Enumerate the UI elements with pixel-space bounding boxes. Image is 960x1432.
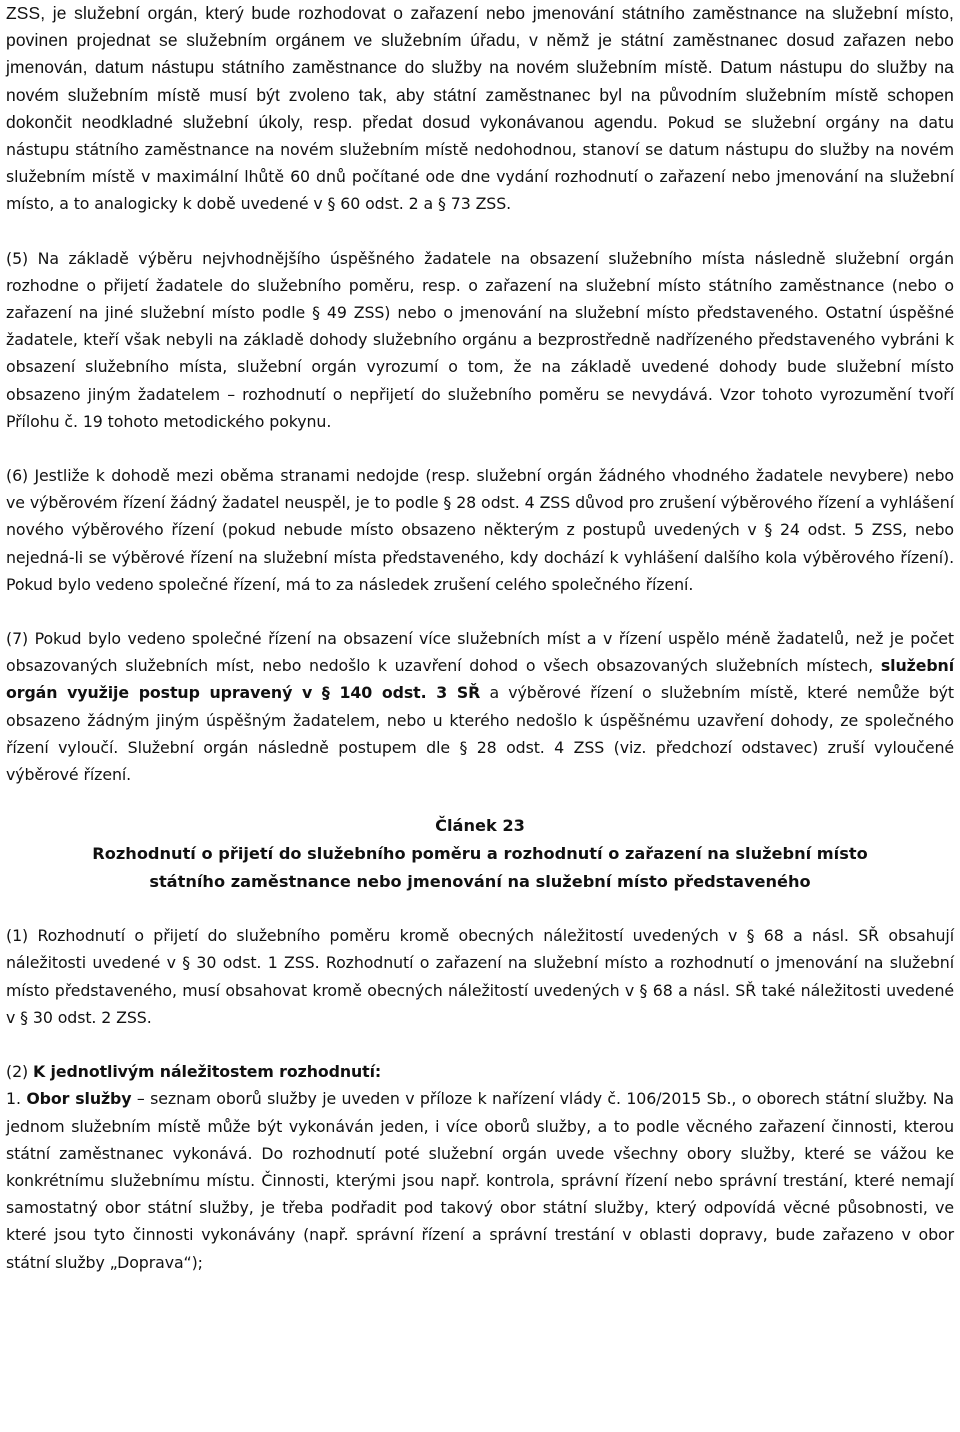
article-paragraph-2-bold: K jednotlivým náležitostem rozhodnutí: (33, 1062, 382, 1082)
list-item-1-number: 1. (6, 1089, 21, 1109)
paragraph-7-text-a: (7) Pokud bylo vedeno společné řízení na obsazení více služebních míst a v řízení uspělo méně žadatelů, než je počet obsazovaných služebních míst, nebo nedošlo k uzavření dohod o všech obsazovaných služebních místech, (6, 629, 954, 676)
list-item-1-text: – seznam oborů služby je uveden v příloze k nařízení vlády č. 106/2015 Sb., o oborech státní služby. Na jednom služebním místě může být vykonáván jeden, i více oborů služby, a to podle věcného zařazení činnosti, kterou státní zaměstnanec vykonává. Do rozhodnutí poté služební orgán uvede všechny obory služby, které se vážou ke konkrétnímu služebnímu místu. Činnosti, kterými jsou např. kontrola, správní řízení nebo správní trestání, které nemají samostatný obor státní služby, je třeba podřadit pod takový obor státní služby, který odpovídá věcné působnosti, ve které jsou tyto činnosti vykonávány (např. správní řízení a správní trestání v oblasti dopravy, bude zařazeno v obor státní služby „Doprava“); (6, 1089, 955, 1272)
intro-text-a: ZSS, je služební orgán, který bude rozhodovat o zařazení nebo jmenování státního zaměstnance na služební místo, povinen projednat se služebním orgánem ve služebním úřadu, v němž je státní zaměstnanec dosud zařazen nebo jmenován, datum nástupu státního zaměstnance do služby na novém služebním místě. Datum nástupu do služby na novém služebním místě musí být zvoleno tak, aby státní zaměstnanec byl na původním služebním místě schopen dokončit neodkladné služební úkoly, resp. předat dosud vykonávanou agendu. (6, 3, 954, 132)
article-title-line-2: státního zaměstnance nebo jmenování na služební místo představeného (149, 872, 811, 892)
article-paragraph-2 (6, 1058, 954, 1085)
article-number: Článek 23 (435, 816, 525, 836)
intro-paragraph (6, 0, 954, 218)
list-item-1-bold: Obor služby (26, 1089, 132, 1109)
spacer (6, 1031, 954, 1058)
article-paragraph-1: (1) Rozhodnutí o přijetí do služebního poměru kromě obecných náležitostí uvedených v § 68 a násl. SŘ obsahují náležitosti uvedené v § 30 odst. 1 ZSS. Rozhodnutí o zařazení na služební místo a rozhodnutí o jmenování na služební místo představeného, musí obsahovat kromě obecných náležitostí uvedených v § 68 a násl. SŘ také náležitosti uvedené v § 30 odst. 2 ZSS. (6, 926, 954, 1027)
spacer (6, 598, 954, 625)
spacer (6, 218, 954, 245)
article-title-line-1: Rozhodnutí o přijetí do služebního poměru a rozhodnutí o zařazení na služební místo (92, 844, 868, 864)
paragraph-7-bold: služební orgán využije postup upravený v § 140 odst. 3 SŘ (6, 656, 955, 703)
spacer (6, 788, 954, 812)
paragraph-7-text-b: a výběrové řízení o služebním místě, které nemůže být obsazeno žádným jiným úspěšným žadatelem, nebo u kterého nedošlo k úspěšnému uzavření dohody, ze společného řízení vyloučí. Služební orgán následně postupem dle § 28 odst. 4 ZSS (viz. předchozí odstavec) zruší vyloučené výběrové řízení. (6, 683, 954, 785)
spacer (6, 896, 954, 922)
paragraph-7 (6, 625, 954, 788)
spacer (6, 435, 954, 462)
intro-text-b: Pokud se služební orgány na datu nástupu státního zaměstnance na novém služebním místě nedohodnou, stanoví se datum nástupu do služby na novém služebním místě v maximální lhůtě 60 dnů počítané ode dne vydání rozhodnutí o zařazení nebo jmenování na služební místo, a to analogicky k době uvedené v § 60 odst. 2 a § 73 ZSS. (6, 112, 955, 214)
list-item-1 (6, 1085, 954, 1275)
article-paragraph-2-prefix: (2) (6, 1062, 29, 1082)
paragraph-6: (6) Jestliže k dohodě mezi oběma stranami nedojde (resp. služební orgán žádného vhodného žadatele nevybere) nebo ve výběrovém řízení žádný žadatel neuspěl, je to podle § 28 odst. 4 ZSS důvod pro zrušení výběrového řízení a vyhlášení nového výběrového řízení (pokud nebude místo obsazeno některým z postupů uvedených v § 24 odst. 5 ZSS, nebo nejedná-li se výběrové řízení na služební místa představeného, kdy dochází k vyhlášení dalšího kola výběrového řízení). Pokud bylo vedeno společné řízení, má to za následek zrušení celého společného řízení. (6, 466, 954, 594)
paragraph-5: (5) Na základě výběru nejvhodnějšího úspěšného žadatele na obsazení služebního místa následně služební orgán rozhodne o přijetí žadatele do služebního poměru, resp. o zařazení na služební místo státního zaměstnance (nebo o zařazení na jiné služební místo podle § 49 ZSS) nebo o jmenování na služební místo představeného. Ostatní úspěšné žadatele, kteří však nebyli na základě dohody služebního orgánu a bezprostředně nadřízeného představeného vybráni k obsazení služebního místa, služební orgán vyrozumí o tom, že na základě uvedené dohody bude služební místo obsazeno jiným žadatelem – rozhodnutí o nepřijetí do služebního poměru se nevydává. Vzor tohoto vyrozumění tvoří Přílohu č. 19 tohoto metodického pokynu. (6, 248, 954, 431)
